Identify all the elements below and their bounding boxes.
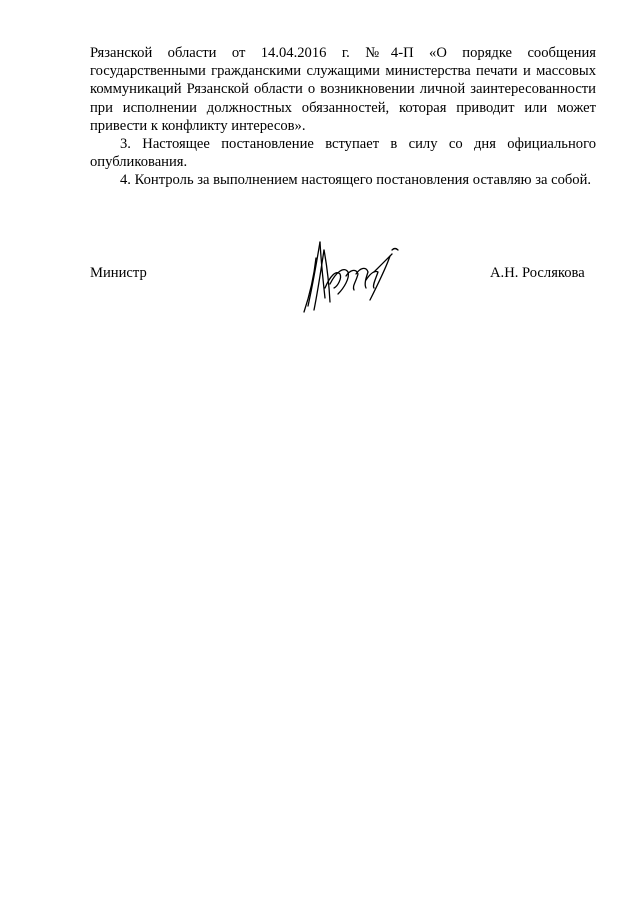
- signatory-title: Министр: [90, 265, 147, 281]
- paragraph-item-4: 4. Контроль за выполнением настоящего постановления оставляю за собой.: [120, 172, 592, 189]
- document-body: [90, 44, 596, 190]
- signatory-name: А.Н. Рослякова: [490, 265, 585, 281]
- paragraph-item-3: 3. Настоящее постановление вступает в силу со дня официального опубликования.: [90, 136, 596, 171]
- paragraph-continuation: Рязанской области от 14.04.2016 г. №4-П «О порядке сообщения государственными гражданскими служащими министерства печати и массовых коммуникаций Рязанской области о возникновении личной заинтересованности при исполнении должностных обязанностей, которая приводит или может привести к конфликту интересов».: [90, 45, 596, 134]
- handwritten-signature-icon: [294, 236, 406, 318]
